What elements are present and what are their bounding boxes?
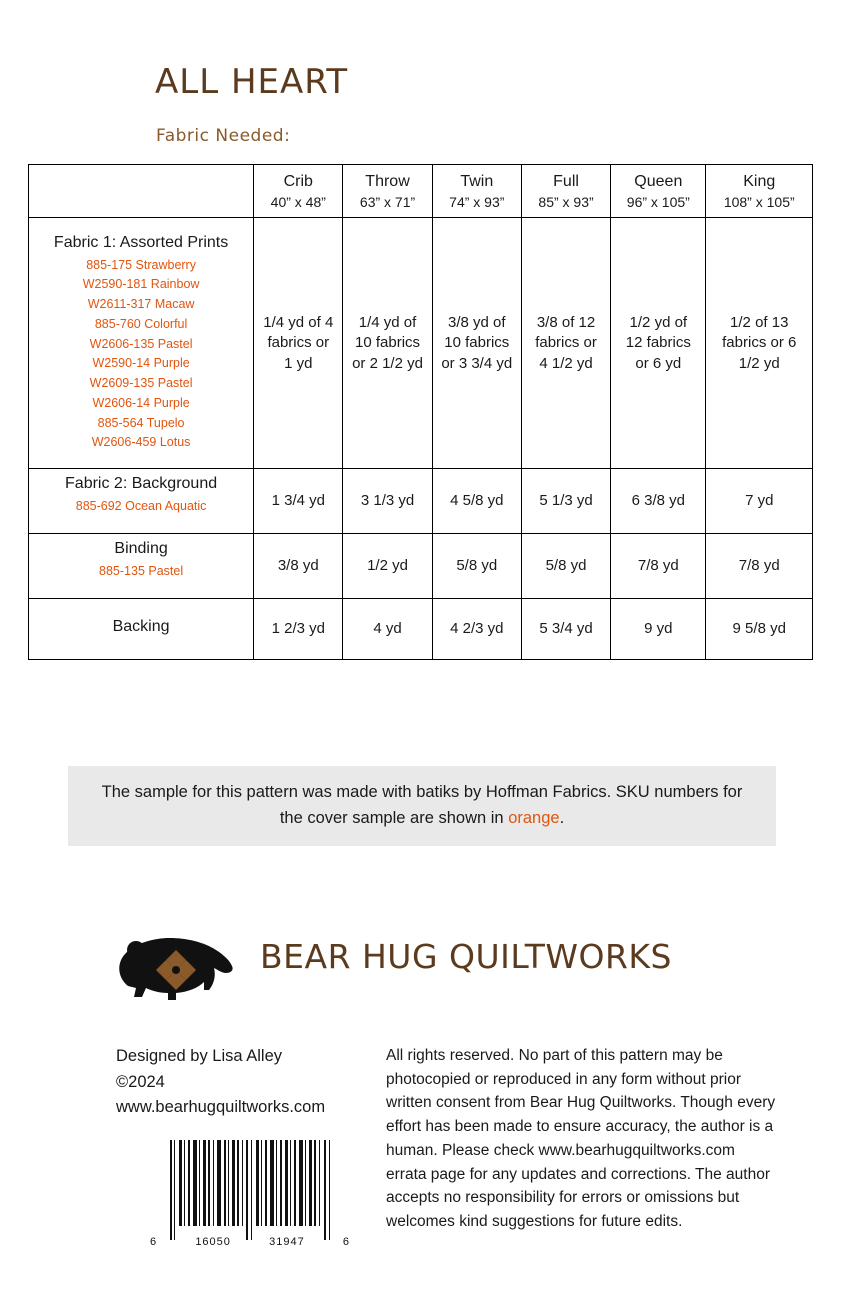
row-title: Backing (112, 618, 170, 636)
cell-binding-crib: 3/8 yd (254, 534, 343, 599)
column-header-queen (611, 165, 706, 218)
sample-note-text (92, 780, 752, 831)
column-name: King (743, 173, 776, 190)
row-title: Binding (114, 540, 168, 558)
table-header-row (29, 165, 813, 218)
cell-binding-throw: 1/2 yd (343, 534, 432, 599)
column-name: Throw (365, 173, 410, 190)
cell-fabric2-crib: 1 3/4 yd (254, 469, 343, 534)
brand-logo (112, 920, 672, 1010)
sku-entry: W2606-14 Purple (92, 395, 190, 410)
barcode-image (166, 1140, 338, 1240)
cell-fabric1-throw: 1/4 yd of 10 fabrics or 2 1/2 yd (343, 218, 432, 469)
column-header-twin (432, 165, 521, 218)
barcode-group-1: 16050 (195, 1236, 231, 1248)
fabric-needed-label: Fabric Needed: (156, 126, 291, 146)
cell-binding-king: 7/8 yd (706, 534, 813, 599)
row-label-binding (29, 534, 254, 599)
sku-entry: W2590-181 Rainbow (82, 277, 200, 292)
cell-backing-crib: 1 2/3 yd (254, 599, 343, 660)
note-part-1: The sample for this pattern was made with batiks by Hoffman Fabrics. SKU numbers for the cover sample are shown in (101, 783, 743, 827)
cell-backing-twin: 4 2/3 yd (432, 599, 521, 660)
row-title: Fabric 1: Assorted Prints (53, 233, 229, 251)
cell-backing-queen: 9 yd (611, 599, 706, 660)
row-label-fabric-2 (29, 469, 254, 534)
cell-backing-throw: 4 yd (343, 599, 432, 660)
column-name: Crib (283, 173, 313, 190)
cell-fabric2-throw: 3 1/3 yd (343, 469, 432, 534)
table-row-fabric-1 (29, 218, 813, 469)
rights-paragraph: All rights reserved. No part of this pattern may be photocopied or reproduced in any form without prior written consent from Bear Hug Quiltworks. Though every effort has been made to ensure accuracy, the author is a human. Please check www.bearhugquiltworks.com errata page for any updates and corrections. The author accepts no responsibility for errors or omissions but welcomes kind suggestions for future edits. (386, 1047, 776, 1230)
row-title: Fabric 2: Background (65, 475, 218, 493)
cell-fabric1-queen: 1/2 yd of 12 fabrics or 6 yd (611, 218, 706, 469)
cell-fabric2-full: 5 1/3 yd (521, 469, 610, 534)
website-line: www.bearhugquiltworks.com (116, 1098, 326, 1117)
cell-backing-full: 5 3/4 yd (521, 599, 610, 660)
barcode-group-2: 31947 (269, 1236, 305, 1248)
sku-entry: 885-760 Colorful (94, 316, 188, 331)
sku-entry: 885-175 Strawberry (86, 257, 196, 272)
barcode-left-digit: 6 (150, 1236, 158, 1248)
row-label-fabric-1 (29, 218, 254, 469)
copyright-line: ©2024 (116, 1072, 165, 1091)
column-dims: 108” x 105” (723, 193, 795, 210)
cell-binding-queen: 7/8 yd (611, 534, 706, 599)
column-header-king (706, 165, 813, 218)
bear-icon (112, 920, 252, 1010)
brand-name: BEAR HUG QUILTWORKS (260, 937, 672, 976)
sku-entry: 885-692 Ocean Aquatic (75, 499, 207, 514)
sku-entry: W2606-459 Lotus (91, 435, 191, 450)
cell-fabric2-queen: 6 3/8 yd (611, 469, 706, 534)
column-dims: 40” x 48” (270, 193, 326, 210)
column-header-full (521, 165, 610, 218)
credits-block (116, 1044, 325, 1121)
sku-entry: 885-564 Tupelo (97, 415, 185, 430)
column-header-crib (254, 165, 343, 218)
table-row-binding (29, 534, 813, 599)
page-title: ALL HEART (155, 62, 349, 102)
note-highlight: orange (508, 809, 560, 827)
cell-binding-full: 5/8 yd (521, 534, 610, 599)
barcode-digits (150, 1236, 350, 1248)
designer-line: Designed by Lisa Alley (116, 1047, 283, 1065)
cell-fabric1-king: 1/2 of 13 fabrics or 6 1/2 yd (706, 218, 813, 469)
table-row-backing (29, 599, 813, 660)
cell-fabric1-crib: 1/4 yd of 4 fabrics or 1 yd (254, 218, 343, 469)
table-row-fabric-2 (29, 469, 813, 534)
sku-entry: 885-135 Pastel (99, 564, 184, 579)
cell-fabric1-twin: 3/8 yd of 10 fabrics or 3 3/4 yd (432, 218, 521, 469)
fabric-requirements-table (28, 164, 813, 660)
sample-note-box (68, 766, 776, 846)
column-dims: 63” x 71” (359, 193, 416, 210)
sku-entry: W2590-14 Purple (92, 356, 190, 371)
column-dims: 85” x 93” (538, 193, 594, 210)
cell-backing-king: 9 5/8 yd (706, 599, 813, 660)
sku-entry: W2606-135 Pastel (89, 336, 193, 351)
column-header-throw (343, 165, 432, 218)
barcode-right-digit: 6 (342, 1236, 350, 1248)
row-label-backing (29, 599, 254, 660)
sku-entry: W2611-317 Macaw (87, 297, 195, 312)
note-part-2: . (559, 809, 565, 827)
cell-fabric1-full: 3/8 of 12 fabrics or 4 1/2 yd (521, 218, 610, 469)
sku-entry: W2609-135 Pastel (89, 376, 193, 391)
column-name: Twin (460, 173, 494, 190)
column-name: Queen (634, 173, 683, 190)
column-name: Full (553, 173, 579, 190)
column-dims: 74” x 93” (449, 193, 505, 210)
column-dims: 96” x 105” (626, 193, 690, 210)
cell-binding-twin: 5/8 yd (432, 534, 521, 599)
table-corner-cell (29, 165, 254, 218)
cell-fabric2-twin: 4 5/8 yd (432, 469, 521, 534)
cell-fabric2-king: 7 yd (706, 469, 813, 534)
